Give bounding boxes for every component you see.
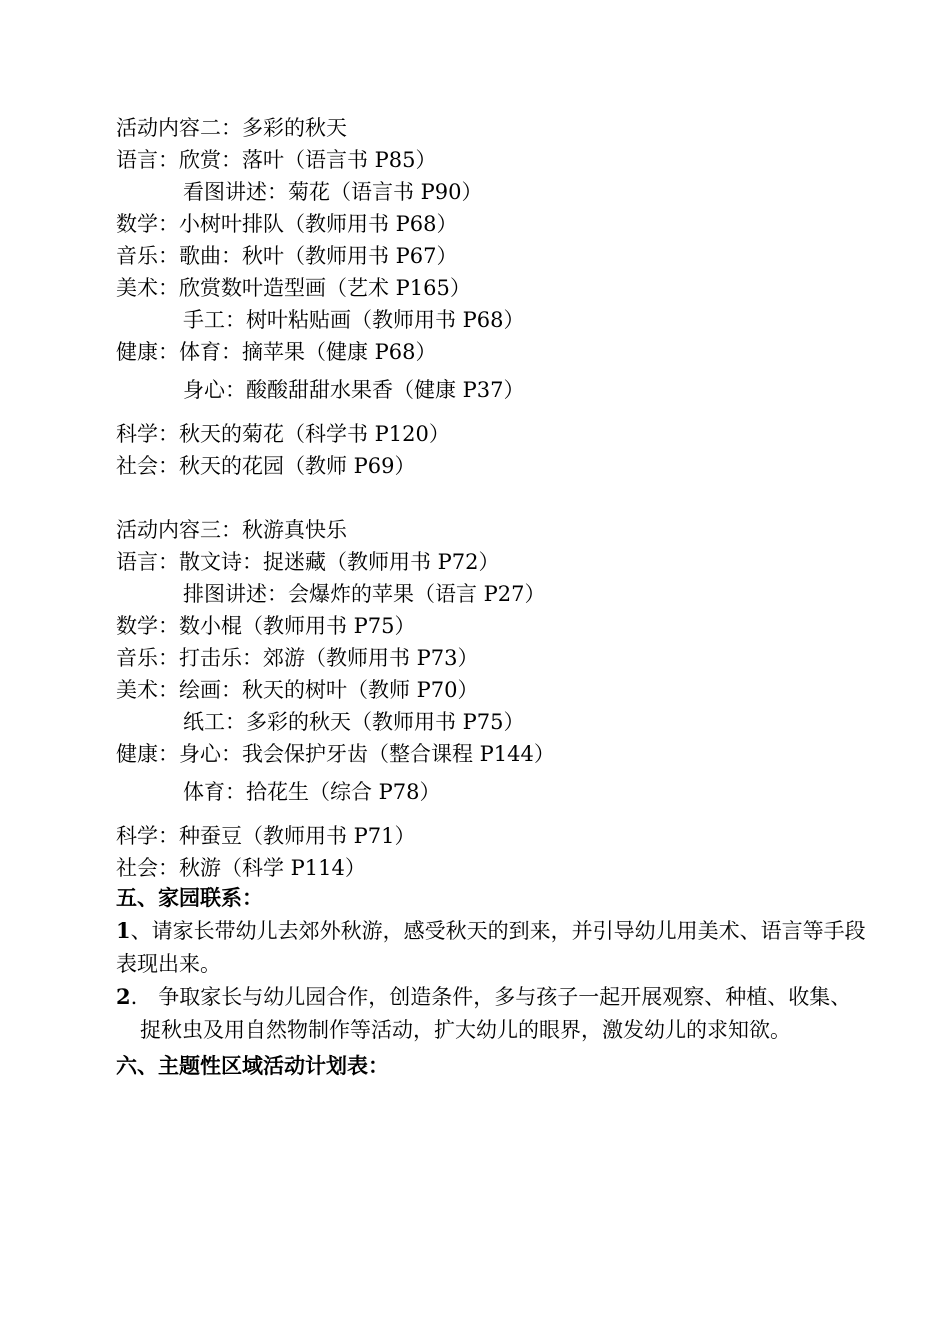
section3-line-art: 美术：绘画：秋天的树叶（教师 P70）: [116, 678, 479, 702]
section5-heading: 五、家园联系：: [116, 885, 263, 910]
section3-title: 活动内容三：秋游真快乐: [116, 518, 347, 542]
section2-line-music: 音乐：歌曲：秋叶（教师用书 P67）: [116, 244, 458, 268]
section2-line-art: 美术：欣赏数叶造型画（艺术 P165）: [116, 276, 471, 300]
section3-line-picture-talk: 排图讲述：会爆炸的苹果（语言 P27）: [183, 582, 546, 606]
section2-line-health: 健康：体育：摘苹果（健康 P68）: [116, 340, 437, 364]
section5-item-2-text: . 争取家长与幼儿园合作，创造条件，多与孩子一起开展观察、种植、收集、捉秋虫及用自然物制作等活动，扩大幼儿的眼界，激发幼儿的求知欲。: [130, 985, 852, 1042]
section2-line-language: 语言：欣赏：落叶（语言书 P85）: [116, 148, 437, 172]
section2-line-picture-talk: 看图讲述：菊花（语言书 P90）: [183, 180, 483, 204]
section5-item-1: [116, 914, 868, 981]
section2-line-math: 数学：小树叶排队（教师用书 P68）: [116, 212, 458, 236]
section2-line-society: 社会：秋天的花园（教师 P69）: [116, 454, 416, 478]
section6-heading: 六、主题性区域活动计划表：: [116, 1053, 389, 1078]
section5-item-2: [116, 980, 868, 1047]
section3-line-health: 健康：身心：我会保护牙齿（整合课程 P144）: [116, 742, 555, 766]
section3-line-science: 科学：种蚕豆（教师用书 P71）: [116, 824, 416, 848]
section3-line-language: 语言：散文诗：捉迷藏（教师用书 P72）: [116, 550, 500, 574]
section2-title: 活动内容二：多彩的秋天: [116, 116, 347, 140]
section5-item-1-number: 1: [116, 918, 131, 943]
section2-line-craft: 手工：树叶粘贴画（教师用书 P68）: [183, 308, 525, 332]
section2-line-science: 科学：秋天的菊花（科学书 P120）: [116, 422, 450, 446]
section5-item-2-number: 2: [116, 984, 131, 1009]
section3-line-pe: 体育：拾花生（综合 P78）: [183, 780, 441, 804]
section2-line-wellbeing: 身心：酸酸甜甜水果香（健康 P37）: [183, 378, 525, 402]
section3-line-papercraft: 纸工：多彩的秋天（教师用书 P75）: [183, 710, 525, 734]
section3-line-math: 数学：数小棍（教师用书 P75）: [116, 614, 416, 638]
section3-line-music: 音乐：打击乐：郊游（教师用书 P73）: [116, 646, 479, 670]
section5-item-1-text: 、请家长带幼儿去郊外秋游，感受秋天的到来，并引导幼儿用美术、语言等手段表现出来。: [116, 919, 866, 976]
section3-line-society: 社会：秋游（科学 P114）: [116, 856, 366, 880]
